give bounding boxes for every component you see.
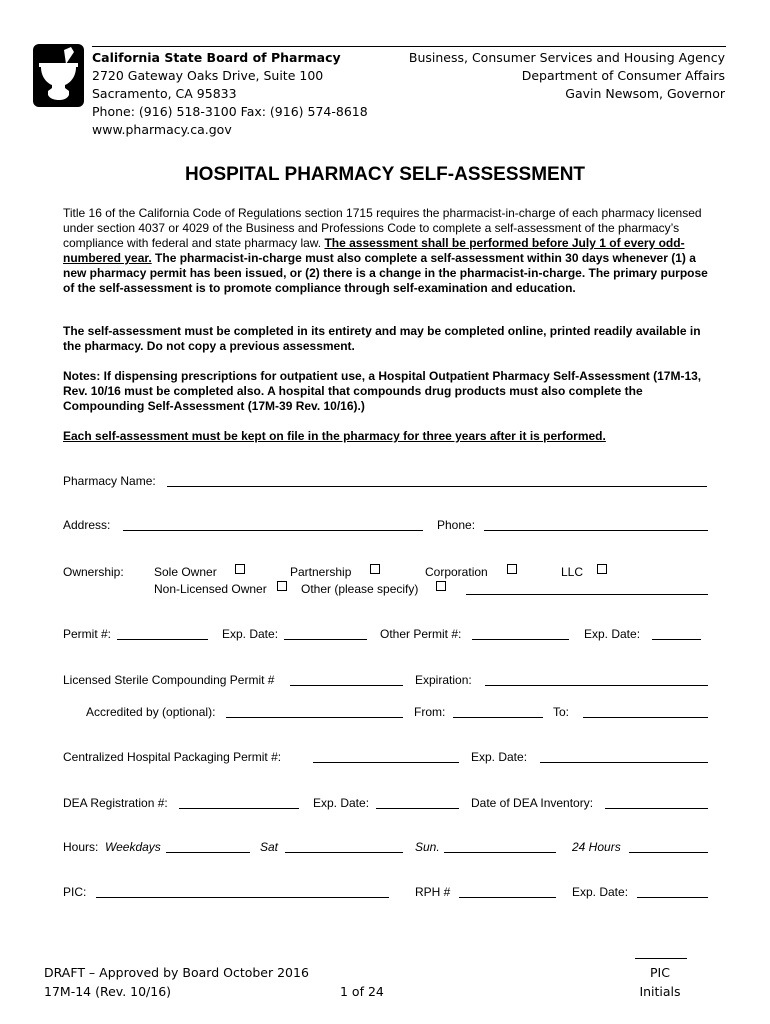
permit-label: Permit #: <box>63 627 112 641</box>
phone-label: Phone: <box>437 518 476 532</box>
accredited-label: Accredited by (optional): <box>86 705 216 719</box>
dea-inventory-label: Date of DEA Inventory: <box>471 796 594 810</box>
initials-label: Initials <box>639 984 681 999</box>
form-number: 17M-14 (Rev. 10/16) <box>44 984 172 999</box>
pharmacy-name-label: Pharmacy Name: <box>63 474 156 488</box>
sole-owner-checkbox[interactable] <box>235 564 245 574</box>
weekdays-label: Weekdays <box>105 840 161 854</box>
permit-field[interactable] <box>117 626 208 640</box>
header-rule <box>92 46 726 47</box>
dea-exp-field[interactable] <box>376 795 459 809</box>
address-line-2: Sacramento, CA 95833 <box>92 86 237 101</box>
accredited-field[interactable] <box>226 704 403 718</box>
corporation-checkbox[interactable] <box>507 564 517 574</box>
to-field[interactable] <box>583 704 708 718</box>
sterile-permit-field[interactable] <box>290 672 403 686</box>
pharmacy-name-field[interactable] <box>167 473 707 487</box>
intro-text-a: Title 16 of the California Code of Regulations section 1715 requires the pharmacist-in-charge of each pharmacy licensed under section 4037 or 4029 of the Business and Professions Code to complete a self-assessment of the pharmacy’s compliance with federal and state pharmacy law. <box>63 206 702 250</box>
weekdays-hours-field[interactable] <box>166 839 250 853</box>
permit-exp-label: Exp. Date: <box>222 627 279 641</box>
page-title: HOSPITAL PHARMACY SELF-ASSESSMENT <box>184 164 586 185</box>
address-label: Address: <box>63 518 111 532</box>
corporation-label: Corporation <box>425 565 488 579</box>
mortar-pestle-icon <box>33 44 84 107</box>
dea-exp-label: Exp. Date: <box>313 796 370 810</box>
dea-registration-label: DEA Registration #: <box>63 796 168 810</box>
other-specify-field[interactable] <box>466 581 708 595</box>
llc-checkbox[interactable] <box>597 564 607 574</box>
sat-label: Sat <box>260 840 279 854</box>
expiration-label: Expiration: <box>415 673 472 687</box>
hours-label: Hours: <box>63 840 99 854</box>
address-line-1: 2720 Gateway Oaks Drive, Suite 100 <box>92 68 324 83</box>
department-name: Department of Consumer Affairs <box>521 68 725 83</box>
other-specify-label: Other (please specify) <box>301 582 419 596</box>
permit-exp-field[interactable] <box>284 626 367 640</box>
ownership-label: Ownership: <box>63 565 124 579</box>
pic-exp-field[interactable] <box>637 884 708 898</box>
to-label: To: <box>553 705 570 719</box>
hours-24-field[interactable] <box>629 839 708 853</box>
pic-field[interactable] <box>96 884 389 898</box>
partnership-label: Partnership <box>290 565 352 579</box>
pic-exp-label: Exp. Date: <box>572 885 629 899</box>
intro-deadline: The assessment shall be performed before July 1 of every odd-numbered year. <box>63 236 685 265</box>
sun-label: Sun. <box>415 840 440 854</box>
phone-field[interactable] <box>484 517 708 531</box>
completion-note: The self-assessment must be completed in its entirety and may be completed online, printed readily available in the pharmacy. Do not copy a previous assessment. <box>63 324 701 353</box>
phone-fax: Phone: (916) 518-3100 Fax: (916) 574-8618 <box>92 104 368 119</box>
agency-name: Business, Consumer Services and Housing Agency <box>408 50 725 65</box>
hours-24-label: 24 Hours <box>572 840 621 854</box>
sole-owner-label: Sole Owner <box>154 565 217 579</box>
rph-label: RPH # <box>415 885 451 899</box>
board-name: California State Board of Pharmacy <box>92 50 341 65</box>
website-link[interactable]: www.pharmacy.ca.gov <box>92 122 232 137</box>
partnership-checkbox[interactable] <box>370 564 380 574</box>
from-field[interactable] <box>453 704 543 718</box>
intro-paragraph <box>63 206 713 296</box>
sterile-permit-label: Licensed Sterile Compounding Permit # <box>63 673 275 687</box>
sat-hours-field[interactable] <box>285 839 403 853</box>
expiration-field[interactable] <box>485 672 708 686</box>
governor-name: Gavin Newsom, Governor <box>565 86 725 101</box>
draft-notice: DRAFT – Approved by Board October 2016 <box>44 965 309 980</box>
centralized-permit-label: Centralized Hospital Packaging Permit #: <box>63 750 282 764</box>
non-licensed-owner-checkbox[interactable] <box>277 581 287 591</box>
pic-label: PIC: <box>63 885 87 899</box>
other-permit-label: Other Permit #: <box>380 627 462 641</box>
intro-text-c: The pharmacist-in-charge must also complete a self-assessment within 30 days whenever (1) a new pharmacy permit has been issued, or (2) there is a change in the pharmacist-in-charge <box>63 251 696 280</box>
page-number: 1 of 24 <box>340 984 384 999</box>
other-permit-field[interactable] <box>472 626 569 640</box>
dea-registration-field[interactable] <box>179 795 299 809</box>
other-permit-exp-label: Exp. Date: <box>584 627 641 641</box>
non-licensed-owner-label: Non-Licensed Owner <box>154 582 267 596</box>
sun-hours-field[interactable] <box>444 839 556 853</box>
llc-label: LLC <box>561 565 584 579</box>
centralized-exp-label: Exp. Date: <box>471 750 528 764</box>
other-checkbox[interactable] <box>436 581 446 591</box>
other-permit-exp-field[interactable] <box>652 626 701 640</box>
pic-initials-label: PIC <box>650 965 670 980</box>
pic-initials-field[interactable] <box>635 946 687 959</box>
address-field[interactable] <box>123 517 423 531</box>
intro-text-d: . The primary purpose of the self-assessment is to promote compliance through self-examination and education. <box>63 266 708 295</box>
rph-field[interactable] <box>459 884 556 898</box>
dispensing-note: Notes: If dispensing prescriptions for outpatient use, a Hospital Outpatient Pharmacy Self-Assessment (17M-13, Rev. 10/16 must be completed also. A hospital that compounds drug products must also complete the Compounding Self-Assessment (17M-39 Rev. 10/16).) <box>63 369 702 413</box>
centralized-exp-field[interactable] <box>540 749 708 763</box>
centralized-permit-field[interactable] <box>313 749 459 763</box>
dea-inventory-field[interactable] <box>605 795 708 809</box>
from-label: From: <box>414 705 446 719</box>
retention-note: Each self-assessment must be kept on file in the pharmacy for three years after it is performed. <box>63 429 606 443</box>
